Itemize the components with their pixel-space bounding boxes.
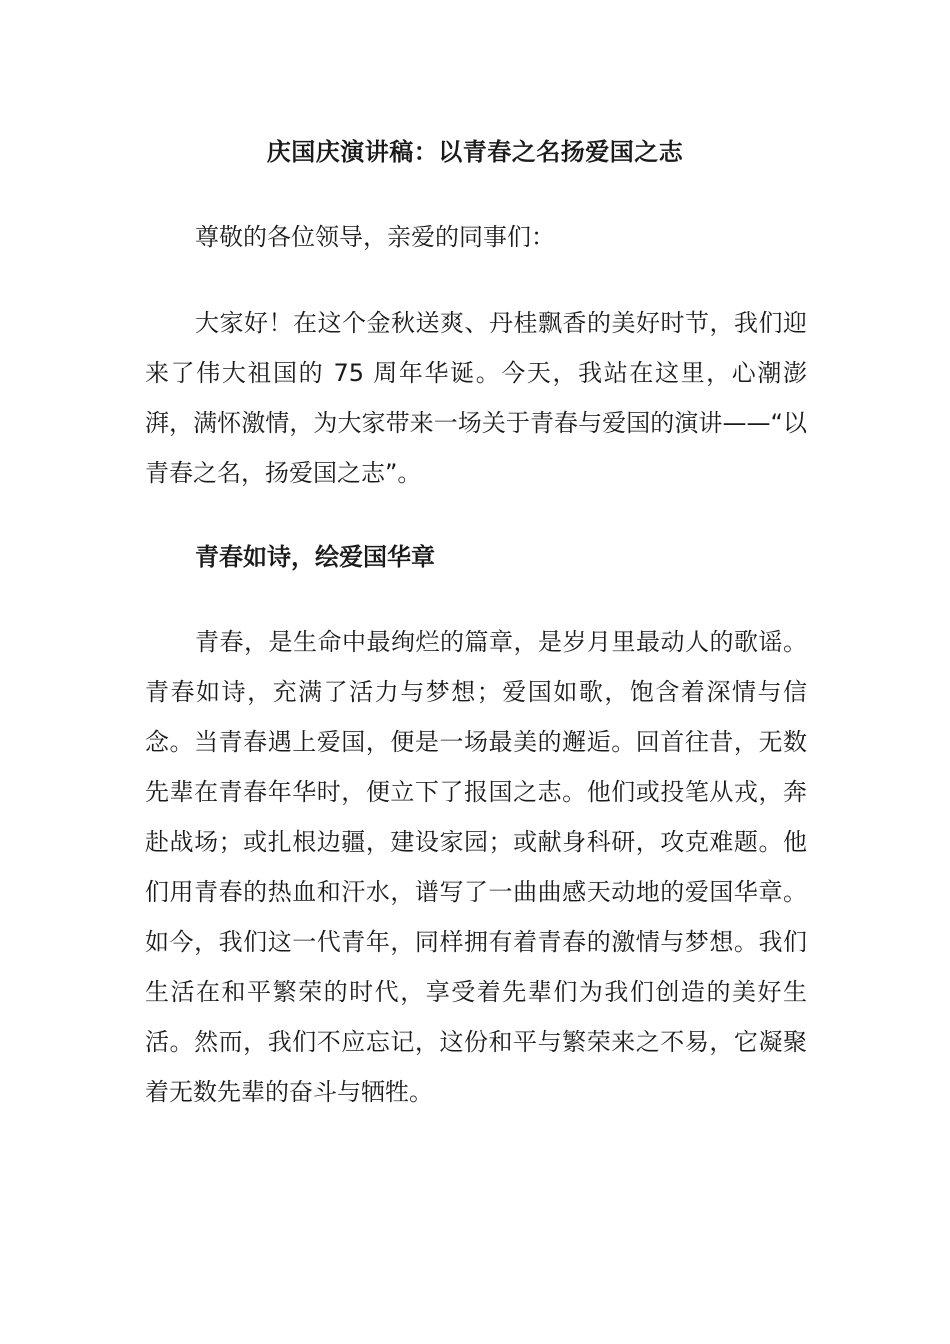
section-body-paragraph: 青春，是生命中最绚烂的篇章，是岁月里最动人的歌谣。青春如诗，充满了活力与梦想；爱国如歌，饱含着深情与信念。当青春遇上爱国，便是一场最美的邂逅。回首往昔，无数先辈在青春年华时，便立下了报国之志。他们或投笔从戎，奔赴战场；或扎根边疆，建设家园；或献身科研，攻克难题。他们用青春的热血和汗水，谱写了一曲曲感天动地的爱国华章。如今，我们这一代青年，同样拥有着青春的激情与梦想。我们生活在和平繁荣的时代，享受着先辈们为我们创造的美好生活。然而，我们不应忘记，这份和平与繁荣来之不易，它凝聚着无数先辈的奋斗与牺牲。 (145, 628, 807, 1106)
section-heading: 青春如诗，绘爱国华章 (195, 543, 435, 571)
intro-paragraph: 大家好！在这个金秋送爽、丹桂飘香的美好时节，我们迎来了伟大祖国的 75 周年华诞。今天，我站在这里，心潮澎湃，满怀激情，为大家带来一场关于青春与爱国的演讲——“以青春之名，扬爱国之志”。 (145, 309, 807, 487)
document-title: 庆国庆演讲稿：以青春之名扬爱国之志 (266, 138, 684, 166)
salutation-paragraph: 尊敬的各位领导，亲爱的同事们： (195, 223, 555, 251)
